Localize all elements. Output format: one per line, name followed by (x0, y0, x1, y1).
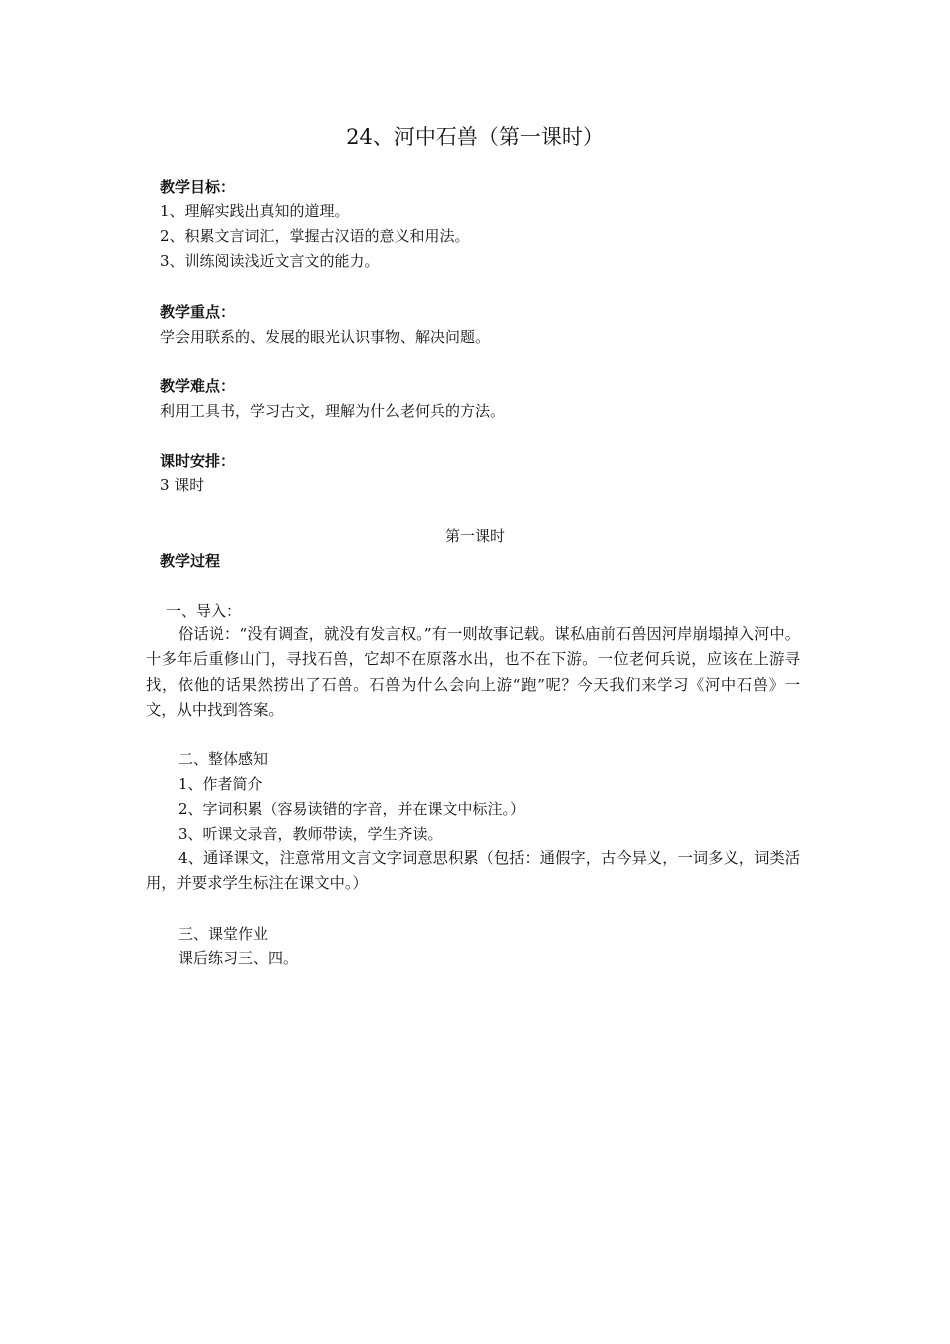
overall-heading: 二、整体感知 (178, 750, 269, 768)
intro-paragraph: 俗话说：“没有调查，就没有发言权。”有一则故事记载。谋私庙前石兽因河岸崩塌掉入河中。十多年后重修山门，寻找石兽，它却不在原落水出，也不在下游。一位老何兵说，应该在上游寻找，依他的话果然捞出了石兽。石兽为什么会向上游“跑”呢？今天我们来学习《河中石兽》一文，从中找到答案。 (146, 625, 800, 719)
objective-item-3: 3、训练阅读浅近文言文的能力。 (160, 252, 380, 270)
homework-heading: 三、课堂作业 (178, 925, 269, 943)
intro-heading: 一、导入： (166, 602, 242, 620)
overall-item-2: 2、字词积累（容易读错的字音，并在课文中标注。） (178, 800, 526, 818)
lesson-label: 第一课时 (444, 527, 505, 545)
homework-text: 课后练习三、四。 (178, 949, 299, 967)
schedule-heading: 课时安排： (160, 452, 236, 470)
objectives-heading: 教学目标： (160, 178, 236, 196)
process-heading: 教学过程 (160, 552, 221, 570)
document-title: 24、河中石兽（第一课时） (346, 125, 604, 149)
difficulties-heading: 教学难点： (160, 377, 236, 395)
overall-item-4: 4、通译课文，注意常用文言文字词意思积累（包括：通假字，古今异义，一词多义，词类活用，并要求学生标注在课文中。） (146, 849, 800, 893)
schedule-text: 3 课时 (160, 476, 205, 494)
key-points-text: 学会用联系的、发展的眼光认识事物、解决问题。 (160, 328, 491, 346)
difficulties-text: 利用工具书，学习古文，理解为什么老何兵的方法。 (160, 402, 506, 420)
objective-item-1: 1、理解实践出真知的道理。 (160, 202, 350, 220)
key-points-heading: 教学重点： (160, 303, 236, 321)
objective-item-2: 2、积累文言词汇，掌握古汉语的意义和用法。 (160, 227, 470, 245)
overall-item-1: 1、作者简介 (178, 775, 263, 793)
overall-item-3: 3、听课文录音，教师带读，学生齐读。 (178, 825, 443, 843)
